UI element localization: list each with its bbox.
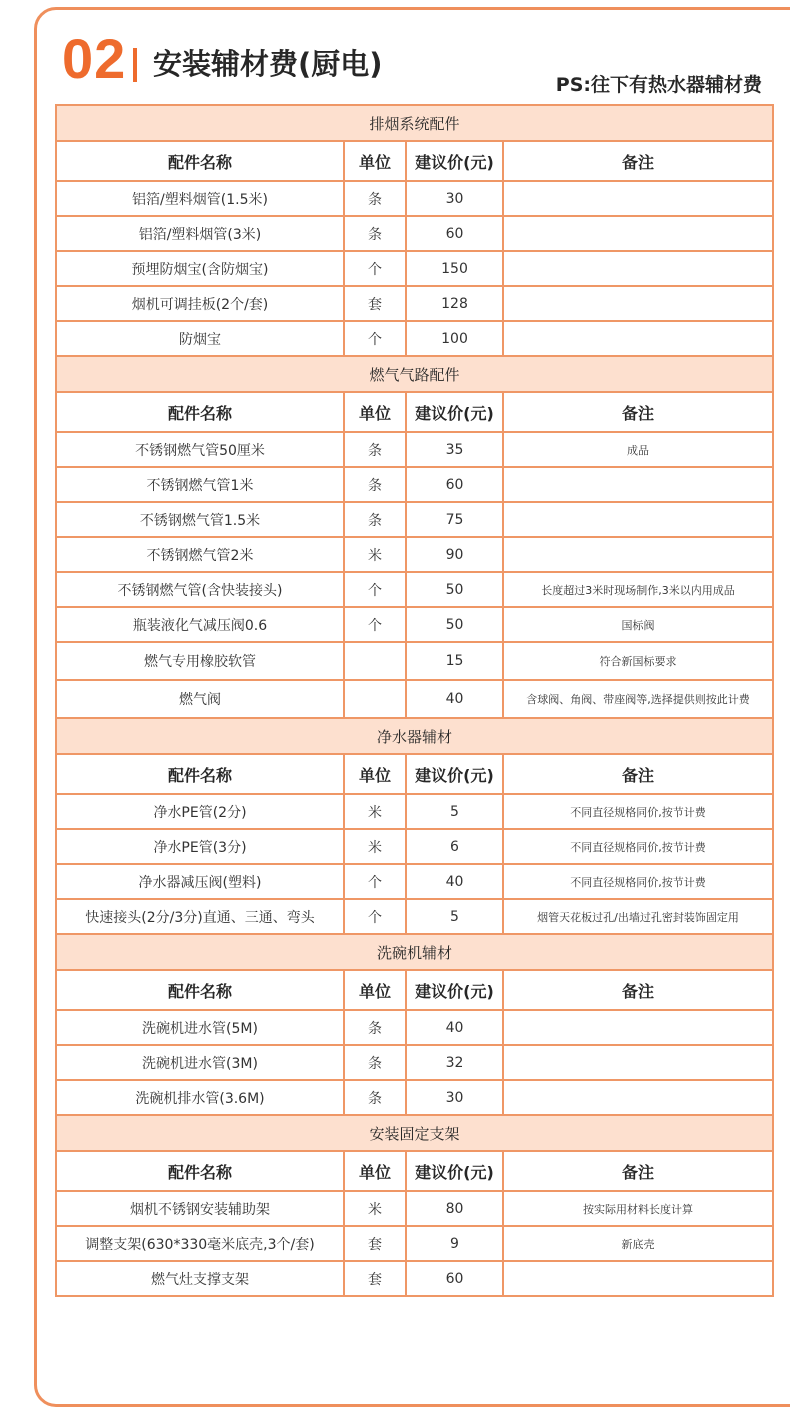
cell-price: 30 — [406, 181, 503, 216]
column-header-row — [56, 970, 773, 1010]
column-header-note: 备注 — [503, 392, 773, 432]
cell-note — [503, 321, 773, 356]
table-row — [56, 794, 773, 829]
table-row — [56, 502, 773, 537]
column-header-row — [56, 1151, 773, 1191]
cell-price: 100 — [406, 321, 503, 356]
cell-part-name: 快速接头(2分/3分)直通、三通、弯头 — [56, 899, 344, 934]
cell-part-name: 燃气专用橡胶软管 — [56, 642, 344, 680]
cell-note — [503, 467, 773, 502]
table-row — [56, 216, 773, 251]
cell-note — [503, 537, 773, 572]
cell-note: 不同直径规格同价,按节计费 — [503, 864, 773, 899]
price-table — [55, 104, 774, 1297]
column-header-price: 建议价(元) — [406, 754, 503, 794]
cell-unit: 米 — [344, 537, 406, 572]
cell-unit: 条 — [344, 181, 406, 216]
cell-note — [503, 286, 773, 321]
section-title: 净水器辅材 — [56, 718, 773, 754]
cell-note — [503, 502, 773, 537]
cell-part-name: 净水器减压阀(塑料) — [56, 864, 344, 899]
cell-part-name: 铝箔/塑料烟管(3米) — [56, 216, 344, 251]
table-row — [56, 864, 773, 899]
table-row — [56, 680, 773, 718]
cell-price: 50 — [406, 607, 503, 642]
cell-price: 5 — [406, 899, 503, 934]
column-header-unit: 单位 — [344, 1151, 406, 1191]
section-title: 燃气气路配件 — [56, 356, 773, 392]
section-header — [56, 105, 773, 141]
column-header-unit: 单位 — [344, 970, 406, 1010]
cell-unit — [344, 642, 406, 680]
cell-part-name: 不锈钢燃气管2米 — [56, 537, 344, 572]
cell-unit: 个 — [344, 864, 406, 899]
cell-part-name: 净水PE管(2分) — [56, 794, 344, 829]
cell-part-name: 净水PE管(3分) — [56, 829, 344, 864]
cell-part-name: 铝箔/塑料烟管(1.5米) — [56, 181, 344, 216]
cell-price: 40 — [406, 864, 503, 899]
cell-unit: 条 — [344, 432, 406, 467]
cell-price: 60 — [406, 216, 503, 251]
table-row — [56, 1261, 773, 1296]
table-row — [56, 1010, 773, 1045]
section-title: 排烟系统配件 — [56, 105, 773, 141]
cell-note — [503, 1045, 773, 1080]
cell-price: 9 — [406, 1226, 503, 1261]
cell-note — [503, 181, 773, 216]
cell-note — [503, 1010, 773, 1045]
page-title: 安装辅材费(厨电) — [153, 47, 383, 81]
column-header-part-name: 配件名称 — [56, 1151, 344, 1191]
column-header-part-name: 配件名称 — [56, 754, 344, 794]
cell-price: 40 — [406, 1010, 503, 1045]
ps-note: PS:往下有热水器辅材费 — [555, 74, 762, 96]
cell-unit — [344, 680, 406, 718]
section-header — [56, 718, 773, 754]
table-row — [56, 1226, 773, 1261]
cell-price: 15 — [406, 642, 503, 680]
cell-unit: 条 — [344, 502, 406, 537]
cell-price: 40 — [406, 680, 503, 718]
section-number: 02 — [62, 27, 127, 90]
cell-part-name: 洗碗机进水管(3M) — [56, 1045, 344, 1080]
column-header-row — [56, 141, 773, 181]
column-header-price: 建议价(元) — [406, 1151, 503, 1191]
cell-note: 成品 — [503, 432, 773, 467]
cell-note: 烟管天花板过孔/出墙过孔密封装饰固定用 — [503, 899, 773, 934]
cell-note — [503, 216, 773, 251]
cell-unit: 米 — [344, 829, 406, 864]
cell-note: 符合新国标要求 — [503, 642, 773, 680]
column-header-part-name: 配件名称 — [56, 141, 344, 181]
column-header-price: 建议价(元) — [406, 970, 503, 1010]
cell-price: 60 — [406, 467, 503, 502]
cell-part-name: 燃气灶支撑支架 — [56, 1261, 344, 1296]
table-row — [56, 251, 773, 286]
table-row — [56, 1191, 773, 1226]
section-header — [56, 356, 773, 392]
cell-unit: 个 — [344, 607, 406, 642]
column-header-unit: 单位 — [344, 392, 406, 432]
cell-unit: 米 — [344, 1191, 406, 1226]
table-row — [56, 1080, 773, 1115]
cell-note: 含球阀、角阀、带座阀等,选择提供则按此计费 — [503, 680, 773, 718]
cell-part-name: 不锈钢燃气管1米 — [56, 467, 344, 502]
cell-part-name: 不锈钢燃气管1.5米 — [56, 502, 344, 537]
title-divider — [133, 48, 137, 82]
cell-unit: 条 — [344, 1080, 406, 1115]
cell-unit: 个 — [344, 899, 406, 934]
cell-note — [503, 1261, 773, 1296]
table-row — [56, 899, 773, 934]
cell-note: 新底壳 — [503, 1226, 773, 1261]
column-header-row — [56, 754, 773, 794]
table-row — [56, 572, 773, 607]
cell-unit: 套 — [344, 1261, 406, 1296]
cell-price: 50 — [406, 572, 503, 607]
column-header-note: 备注 — [503, 754, 773, 794]
table-row — [56, 432, 773, 467]
cell-note — [503, 1080, 773, 1115]
cell-price: 30 — [406, 1080, 503, 1115]
cell-note: 长度超过3米时现场制作,3米以内用成品 — [503, 572, 773, 607]
cell-part-name: 洗碗机排水管(3.6M) — [56, 1080, 344, 1115]
cell-part-name: 烟机可调挂板(2个/套) — [56, 286, 344, 321]
cell-part-name: 瓶装液化气减压阀0.6 — [56, 607, 344, 642]
column-header-row — [56, 392, 773, 432]
cell-price: 35 — [406, 432, 503, 467]
cell-part-name: 调整支架(630*330毫米底壳,3个/套) — [56, 1226, 344, 1261]
cell-price: 80 — [406, 1191, 503, 1226]
cell-part-name: 烟机不锈钢安装辅助架 — [56, 1191, 344, 1226]
cell-unit: 套 — [344, 286, 406, 321]
column-header-unit: 单位 — [344, 754, 406, 794]
column-header-note: 备注 — [503, 970, 773, 1010]
section-header — [56, 934, 773, 970]
cell-unit: 条 — [344, 1045, 406, 1080]
cell-price: 150 — [406, 251, 503, 286]
table-row — [56, 321, 773, 356]
cell-price: 32 — [406, 1045, 503, 1080]
cell-unit: 条 — [344, 467, 406, 502]
cell-part-name: 燃气阀 — [56, 680, 344, 718]
cell-unit: 米 — [344, 794, 406, 829]
column-header-unit: 单位 — [344, 141, 406, 181]
column-header-note: 备注 — [503, 141, 773, 181]
cell-unit: 个 — [344, 321, 406, 356]
column-header-price: 建议价(元) — [406, 392, 503, 432]
cell-unit: 条 — [344, 1010, 406, 1045]
table-row — [56, 537, 773, 572]
cell-unit: 条 — [344, 216, 406, 251]
cell-price: 90 — [406, 537, 503, 572]
cell-part-name: 防烟宝 — [56, 321, 344, 356]
cell-price: 5 — [406, 794, 503, 829]
cell-unit: 个 — [344, 572, 406, 607]
table-row — [56, 181, 773, 216]
cell-unit: 个 — [344, 251, 406, 286]
table-row — [56, 642, 773, 680]
cell-price: 6 — [406, 829, 503, 864]
table-row — [56, 467, 773, 502]
cell-price: 128 — [406, 286, 503, 321]
section-title: 安装固定支架 — [56, 1115, 773, 1151]
table-row — [56, 286, 773, 321]
cell-note: 国标阀 — [503, 607, 773, 642]
cell-note: 不同直径规格同价,按节计费 — [503, 829, 773, 864]
column-header-part-name: 配件名称 — [56, 392, 344, 432]
column-header-note: 备注 — [503, 1151, 773, 1191]
cell-note — [503, 251, 773, 286]
cell-note: 不同直径规格同价,按节计费 — [503, 794, 773, 829]
table-row — [56, 1045, 773, 1080]
cell-part-name: 洗碗机进水管(5M) — [56, 1010, 344, 1045]
column-header-part-name: 配件名称 — [56, 970, 344, 1010]
table-row — [56, 607, 773, 642]
cell-price: 75 — [406, 502, 503, 537]
cell-note: 按实际用材料长度计算 — [503, 1191, 773, 1226]
cell-unit: 套 — [344, 1226, 406, 1261]
cell-part-name: 不锈钢燃气管(含快装接头) — [56, 572, 344, 607]
cell-part-name: 预埋防烟宝(含防烟宝) — [56, 251, 344, 286]
table-row — [56, 829, 773, 864]
cell-price: 60 — [406, 1261, 503, 1296]
section-header — [56, 1115, 773, 1151]
cell-part-name: 不锈钢燃气管50厘米 — [56, 432, 344, 467]
column-header-price: 建议价(元) — [406, 141, 503, 181]
section-title: 洗碗机辅材 — [56, 934, 773, 970]
